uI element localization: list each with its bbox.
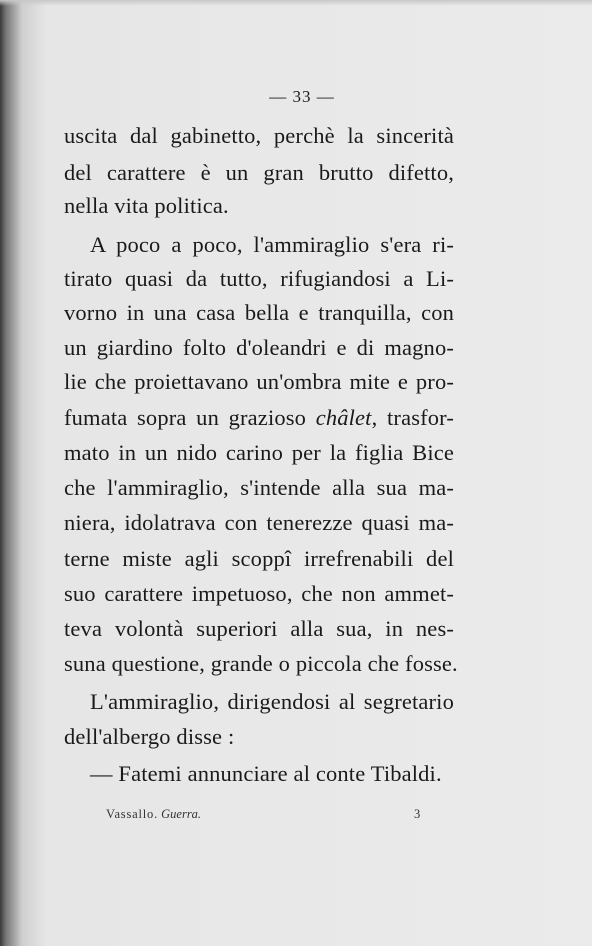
- text-line: uscita dal gabinetto, perchè la sincerità: [64, 123, 454, 148]
- dialogue-line: — Fatemi annunciare al conte Tibaldi.: [90, 761, 442, 786]
- text-line: che l'ammiraglio, s'intende alla sua ma-: [64, 475, 454, 500]
- text-line: del carattere è un gran brutto difetto,: [64, 160, 454, 185]
- paragraph-first-line: L'ammiraglio, dirigendosi al segretario: [90, 689, 454, 714]
- text-line: terne miste agli scoppî irrefrenabili del: [64, 546, 454, 571]
- text-line: dell'albergo disse :: [64, 724, 235, 749]
- text-line: lie che proiettavano un'ombra mite e pro-: [64, 369, 454, 394]
- text-line: suna questione, grande o piccola che fosse.: [64, 651, 458, 676]
- text-line: suo carattere impetuoso, che non ammet-: [64, 581, 454, 606]
- signature-mark: 3: [414, 807, 421, 821]
- text-line: teva volontà superiori alla sua, in nes-: [64, 616, 454, 641]
- text-line: niera, idolatrava con tenerezze quasi ma-: [64, 510, 454, 535]
- text-run: fumata sopra un grazioso: [64, 405, 316, 430]
- italic-word: châlet: [315, 405, 372, 430]
- text-line: vorno in una casa bella e tranquilla, con: [64, 300, 454, 325]
- footer-signature: [106, 804, 201, 824]
- text-line: tirato quasi da tutto, rifugiandosi a Li-: [64, 266, 454, 291]
- text-line: un giardino folto d'oleandri e di magno-: [64, 335, 454, 360]
- paragraph-first-line: A poco a poco, l'ammiraglio s'era ri-: [90, 232, 454, 257]
- text-line-with-italic: [64, 400, 454, 436]
- footer-work: Guerra.: [161, 807, 202, 821]
- text-line: nella vita politica.: [64, 193, 229, 218]
- page-number-header: — 33 —: [269, 87, 335, 106]
- text-line: mato in un nido carino per la figlia Bice: [64, 440, 454, 465]
- footer-author: Vassallo.: [106, 807, 158, 821]
- text-run: , trasfor-: [371, 405, 454, 430]
